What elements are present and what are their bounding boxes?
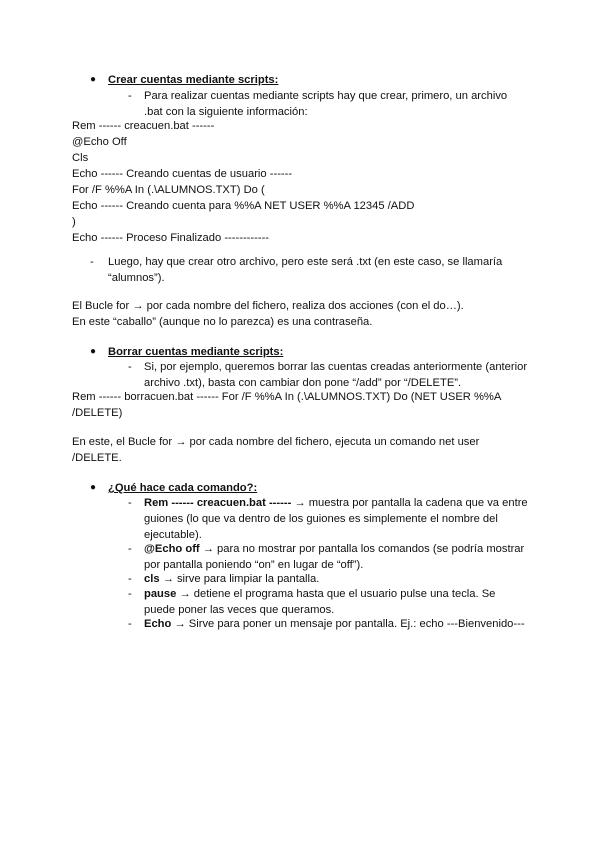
dash-icon: - (128, 90, 132, 102)
section2-code: Rem ------ borracuen.bat ------ For /F %%A In (.\ALUMNOS.TXT) Do (NET USER %%A /DELETE) (72, 391, 501, 419)
code-line: Echo ------ Creando cuenta para %%A NET USER %%A 12345 /ADD (72, 200, 415, 212)
command-desc: → sirve para limpiar la pantalla. (162, 573, 320, 585)
dash-icon: - (128, 543, 132, 555)
dash-icon: - (128, 361, 132, 373)
section2-title: Borrar cuentas mediante scripts: (108, 346, 284, 358)
code-line: Echo ------ Creando cuentas de usuario ------ (72, 168, 293, 180)
dash-icon: - (128, 618, 132, 630)
bullet-icon: ● (90, 482, 97, 493)
command-name: pause (144, 588, 177, 600)
bullet-icon: ● (90, 74, 97, 85)
command-item (128, 541, 528, 573)
section3-title: ¿Qué hace cada comando?: (108, 482, 258, 494)
section2-intro: - Si, por ejemplo, queremos borrar las cuentas creadas anteriormente (anterior archivo .txt), basta con cambiar don pone “/add” por “/DELETE”. (128, 361, 528, 389)
command-desc: → detiene el programa hasta que el usuario pulse una tecla. Se puede poner las veces que queramos. (144, 588, 496, 616)
command-name: Rem ------ creacuen.bat ------ (144, 497, 292, 509)
bullet-icon: ● (90, 346, 97, 357)
command-item (128, 495, 528, 543)
section1-explain1: El Bucle for → por cada nombre del fichero, realiza dos acciones (con el do…). (72, 300, 464, 312)
section2-explain: En este, el Bucle for → por cada nombre del fichero, ejecuta un comando net user /DELETE. (72, 436, 480, 464)
command-item (128, 586, 528, 618)
dash-icon: - (90, 256, 94, 268)
section1-note: - Luego, hay que crear otro archivo, pero este será .txt (en este caso, se llamaría “alumnos”). (90, 256, 503, 284)
dash-icon: - (128, 588, 132, 600)
code-line: For /F %%A In (.\ALUMNOS.TXT) Do ( (72, 184, 265, 196)
dash-icon: - (128, 573, 132, 585)
command-item (128, 616, 528, 632)
section1-heading (90, 72, 278, 88)
section1-intro: - Para realizar cuentas mediante scripts hay que crear, primero, un archivo .bat con la siguiente información: (128, 90, 508, 118)
command-desc: → para no mostrar por pantalla los comandos (se podría mostrar por pantalla poniendo “on” en lugar de “off”). (144, 543, 525, 571)
section1-title: Crear cuentas mediante scripts: (108, 74, 279, 86)
command-item (128, 571, 528, 587)
command-desc: → Sirve para poner un mensaje por pantalla. Ej.: echo ---Bienvenido--- (174, 618, 525, 630)
command-name: @Echo off (144, 543, 200, 555)
code-line: @Echo Off (72, 136, 127, 148)
command-name: cls (144, 573, 160, 585)
dash-icon: - (128, 497, 132, 509)
section2-heading (90, 344, 283, 360)
section1-explain2: En este “caballo” (aunque no lo parezca) es una contraseña. (72, 316, 373, 328)
section3-heading (90, 480, 257, 496)
code-line: ) (72, 216, 76, 228)
command-name: Echo (144, 618, 172, 630)
command-desc: → muestra por pantalla la cadena que va entre guiones (lo que va dentro de los guiones es simplemente el nombre del ejecutable). (144, 497, 528, 541)
code-line: Echo ------ Proceso Finalizado ------------ (72, 232, 270, 244)
code-line: Cls (72, 152, 89, 164)
code-line: Rem ------ creacuen.bat ------ (72, 120, 215, 132)
